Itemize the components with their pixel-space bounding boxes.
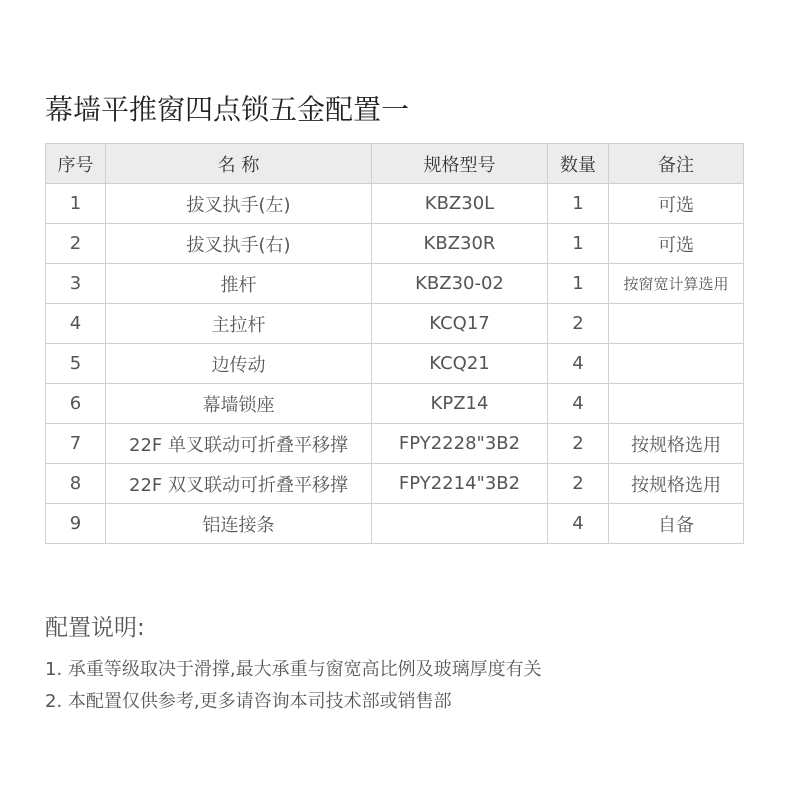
cell-qty: 2 [548,424,609,464]
hardware-config-table [45,143,744,544]
cell-name: 拔叉执手(左) [106,184,372,224]
column-header-qty: 数量 [548,144,609,184]
cell-spec: KBZ30L [372,184,548,224]
cell-remark [609,344,744,384]
cell-qty: 4 [548,384,609,424]
cell-remark [609,304,744,344]
cell-no: 9 [46,504,106,544]
cell-qty: 4 [548,504,609,544]
cell-no: 3 [46,264,106,304]
cell-spec: KCQ21 [372,344,548,384]
column-header-name: 名 称 [106,144,372,184]
cell-remark: 可选 [609,224,744,264]
cell-no: 1 [46,184,106,224]
column-header-remark: 备注 [609,144,744,184]
cell-qty: 1 [548,224,609,264]
cell-no: 4 [46,304,106,344]
cell-qty: 2 [548,464,609,504]
cell-remark [609,384,744,424]
table-row [46,424,744,464]
table-row [46,464,744,504]
notes-title: 配置说明: [45,615,145,641]
table-header-row [46,144,744,184]
cell-name: 铝连接条 [106,504,372,544]
cell-name: 边传动 [106,344,372,384]
page-title: 幕墙平推窗四点锁五金配置一 [45,93,410,126]
cell-name: 拔叉执手(右) [106,224,372,264]
table-row [46,384,744,424]
table-row [46,184,744,224]
cell-name: 幕墙锁座 [106,384,372,424]
table-row [46,224,744,264]
cell-qty: 4 [548,344,609,384]
cell-name: 主拉杆 [106,304,372,344]
cell-spec: KBZ30R [372,224,548,264]
table-row [46,264,744,304]
table-row [46,504,744,544]
cell-qty: 1 [548,184,609,224]
column-header-spec: 规格型号 [372,144,548,184]
column-header-no: 序号 [46,144,106,184]
cell-remark: 按窗宽计算选用 [609,264,744,304]
cell-no: 5 [46,344,106,384]
cell-qty: 1 [548,264,609,304]
cell-remark: 可选 [609,184,744,224]
table-row [46,304,744,344]
cell-name: 22F 双叉联动可折叠平移撑 [106,464,372,504]
note-item: 2. 本配置仅供参考,更多请咨询本司技术部或销售部 [45,691,452,712]
cell-qty: 2 [548,304,609,344]
cell-spec: KPZ14 [372,384,548,424]
cell-no: 2 [46,224,106,264]
cell-remark: 按规格选用 [609,424,744,464]
cell-spec: KBZ30-02 [372,264,548,304]
cell-spec: FPY2228"3B2 [372,424,548,464]
cell-no: 6 [46,384,106,424]
cell-spec [372,504,548,544]
table-row [46,344,744,384]
cell-name: 推杆 [106,264,372,304]
cell-name: 22F 单叉联动可折叠平移撑 [106,424,372,464]
cell-no: 7 [46,424,106,464]
cell-no: 8 [46,464,106,504]
cell-remark: 按规格选用 [609,464,744,504]
cell-spec: KCQ17 [372,304,548,344]
cell-remark: 自备 [609,504,744,544]
notes-list [45,654,542,718]
cell-spec: FPY2214"3B2 [372,464,548,504]
note-item: 1. 承重等级取决于滑撑,最大承重与窗宽高比例及玻璃厚度有关 [45,659,542,680]
